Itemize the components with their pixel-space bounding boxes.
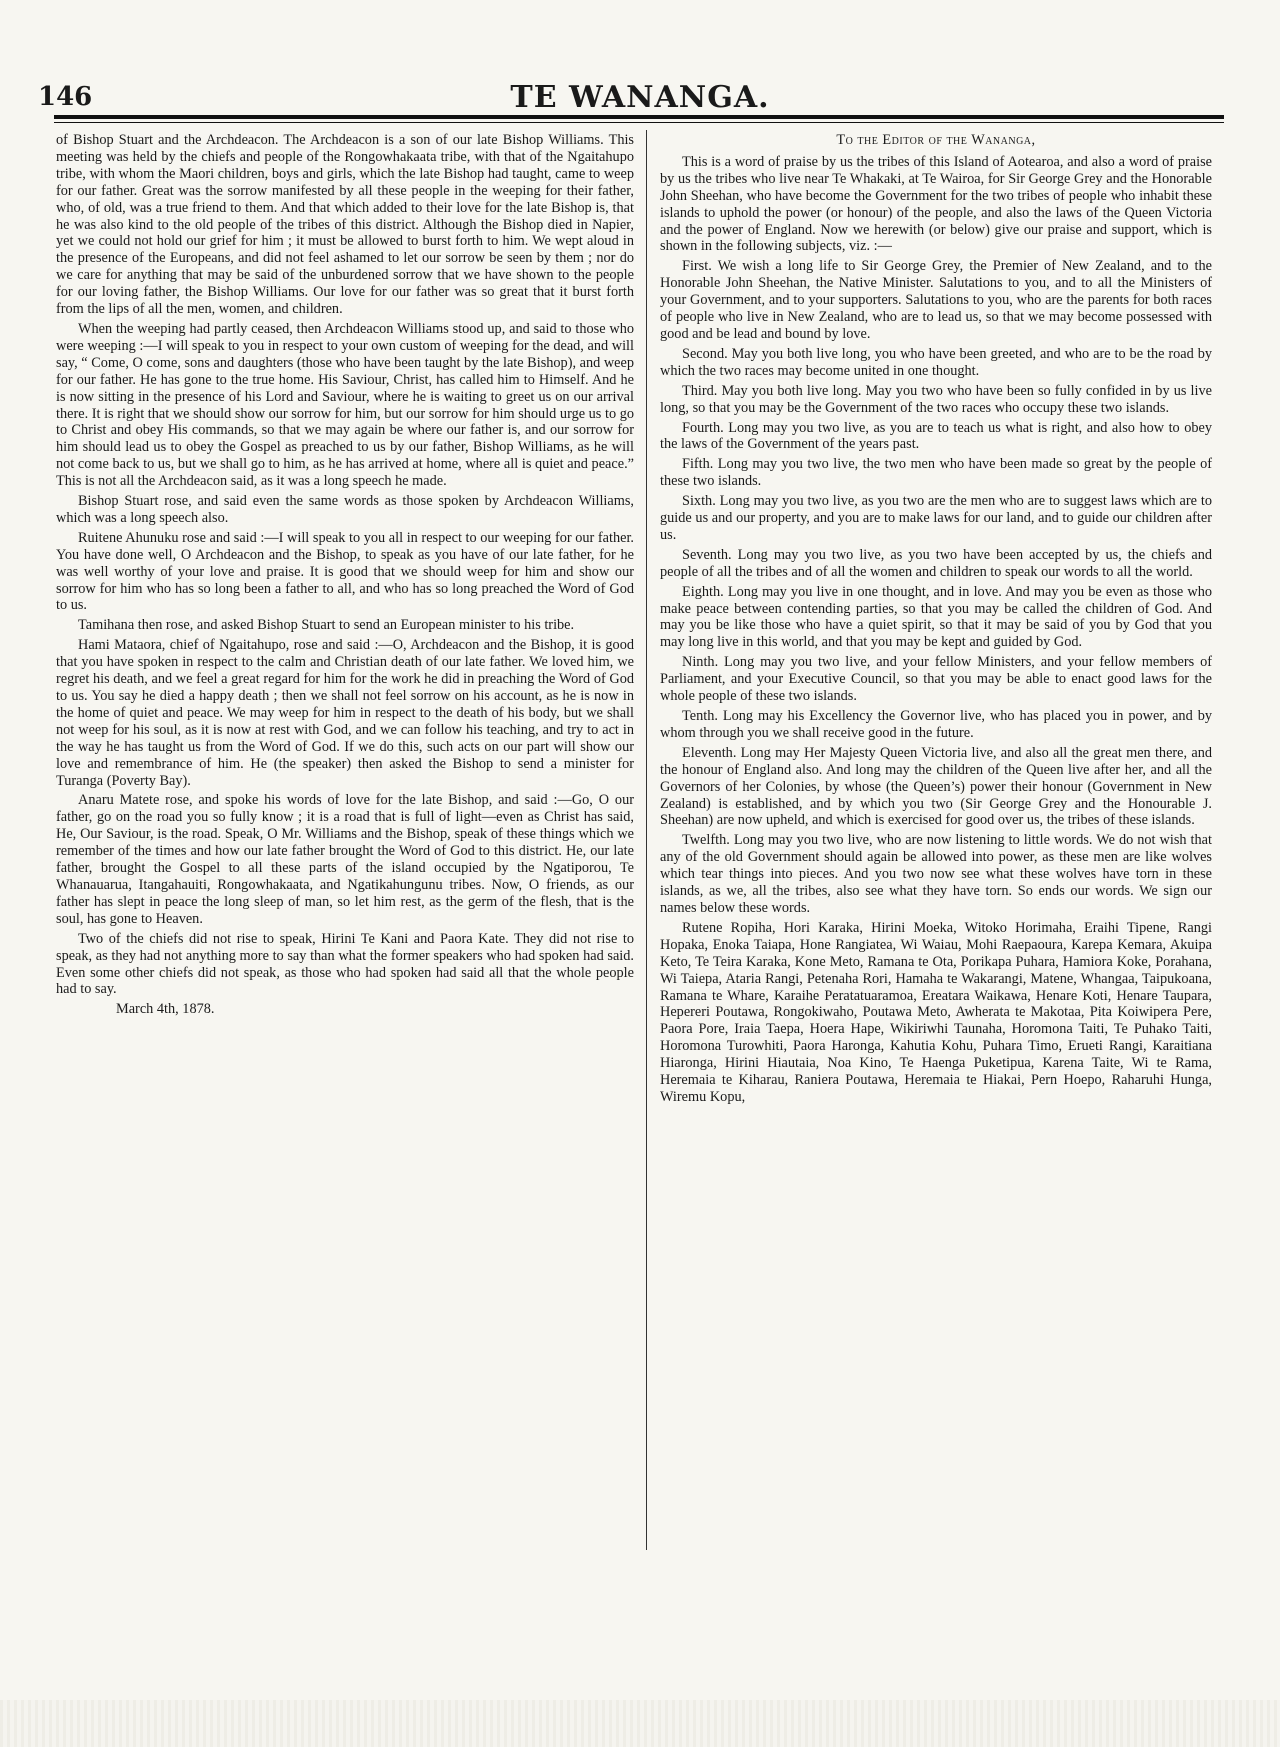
dateline: March 4th, 1878. bbox=[116, 1001, 215, 1018]
header-rule-thin bbox=[54, 122, 1224, 123]
left-paragraph: Tamihana then rose, and asked Bishop Stuart to send an European minister to his tribe. bbox=[78, 617, 575, 634]
right-paragraph: Fifth. Long may you two live, the two men who have been made so great by the people of these two islands. bbox=[660, 456, 1212, 490]
letter-heading: To the Editor of the Wananga, bbox=[836, 132, 1036, 148]
right-paragraph: Seventh. Long may you two live, as you two have been accepted by us, the chiefs and people of all the tribes and of all the women and children to speak our words to all the world. bbox=[660, 546, 1212, 580]
header-rule-thick bbox=[54, 115, 1224, 119]
left-paragraph: When the weeping had partly ceased, then Archdeacon Williams stood up, and said to those who were weeping :—I will speak to you in respect to your own custom of weeping for the dead, and will say, “ Come, O come, sons and daughters (those who have been taught by the late Bishop), and weep for our father. He has gone to the true home. His Saviour, Christ, has called him to Himself. And he is now sitting in the presence of his Lord and Saviour, where he is waiting to greet us on our arrival there. It is right that we should show our sorrow for him, but our sorrow for him should urge us to go to Christ and obey His commands, so that we may again be where our father is, and our sorrow for him should lead us to obey the Gospel as preached to us by our father, Bishop Williams, as he will not come back to us, but we shall go to him, as he has arrived at home, where all is quiet and peace.” This is not all the Archdeacon said, as it was a long speech he made. bbox=[56, 320, 634, 490]
column-divider bbox=[646, 130, 647, 1550]
right-paragraph: Sixth. Long may you two live, as you two are the men who are to suggest laws which are to guide us and our property, and you are to make laws for our land, and to guide our children after us. bbox=[660, 493, 1212, 543]
left-paragraph: Two of the chiefs did not rise to speak, Hirini Te Kani and Paora Kate. They did not rise to speak, as they had not anything more to say than what the former speakers who had spoken had said. Even some other chiefs did not speak, as those who had spoken had said all that the whole people had to say. bbox=[56, 930, 634, 998]
left-paragraph: Ruitene Ahunuku rose and said :—I will speak to you all in respect to our weeping for our father. You have done well, O Archdeacon and the Bishop, to speak as you have of our late father, for he was well worthy of your love and praise. It is good that we should weep for him and show our sorrow for him who has so long been a father to all, and who has so long preached the Word of God to us. bbox=[56, 529, 634, 614]
masthead-title: TE WANANGA. bbox=[510, 80, 770, 115]
left-paragraph: Bishop Stuart rose, and said even the same words as those spoken by Archdeacon Williams, which was a long speech also. bbox=[56, 493, 634, 526]
scan-margin-noise bbox=[0, 1700, 1280, 1747]
right-paragraph: Eleventh. Long may Her Majesty Queen Victoria live, and also all the great men there, and the honour of England also. And long may the children of the Queen live after her, and all the Governors of her Colonies, by whose (the Queen’s) power their honour (Government in New Zealand) is established, and by which you two (Sir George Grey and the Honourable J. Sheehan) are now upheld, and which is exercised for good over us, the tribes of these islands. bbox=[660, 744, 1212, 829]
right-paragraph: Eighth. Long may you live in one thought, and in love. And may you be even as those who make peace between contending parties, so that you may be called the children of God. And may you be like those who have a quiet spirit, so that it may be said of you by God that you may long live in this world, and that you may be kept and guided by God. bbox=[660, 583, 1212, 651]
signatories-list: Rutene Ropiha, Hori Karaka, Hirini Moeka, Witoko Horimaha, Eraihi Tipene, Rangi Hopaka, Enoka Taiapa, Hone Rangiatea, Wi Waiau, Mohi Raepaoura, Karepa Kemara, Akuipa Keto, Te Teira Karaka, Kone Meto, Ramana te Ota, Porikapa Puhara, Hamiora Koke, Porahana, Wi Taiepa, Ataria Rangi, Petenaha Rori, Hamaha te Wakarangi, Matene, Whangaa, Taipukoana, Ramana te Whare, Karaihe Peratatuaramoa, Ereatara Waikawa, Henare Koti, Henare Taupara, Hepereri Poutawa, Rongokiwaho, Poutawa Meto, Awherata te Makotaa, Pita Koiwipera Pere, Paora Pore, Iraia Taepa, Hoera Hape, Wikiriwhi Taunaha, Horomona Taiti, Te Puhako Taiti, Horomona Turowhiti, Paora Haronga, Kahutia Kohu, Puhara Timo, Erueti Rangi, Karaitiana Hiaronga, Hirini Hiautaia, Noa Kino, Te Haenga Puketipua, Karena Taite, Wi te Rama, Heremaia te Kiharau, Raniera Poutawa, Heremaia te Hiakai, Pern Hoepo, Raharuhi Hunga, Wiremu Kopu, bbox=[660, 919, 1212, 1105]
left-column bbox=[56, 132, 634, 1021]
right-paragraph: Third. May you both live long. May you two who have been so fully confided in by us live long, so that you may be the Government of the two races who occupy these two islands. bbox=[660, 382, 1212, 416]
right-paragraph: Second. May you both live long, you who have been greeted, and who are to be the road by which the two races may become united in one thought. bbox=[660, 345, 1212, 379]
right-paragraph: This is a word of praise by us the tribes of this Island of Aotearoa, and also a word of praise by us the tribes who live near Te Whakaki, at Te Wairoa, for Sir George Grey and the Honorable John Sheehan, who have become the Government for the two tribes of people who inhabit these islands to uphold the power (or honour) of the people, and also the laws of the Queen Victoria and the power of England. Now we herewith (or below) give our praise and support, which is shown in the following subjects, viz. :— bbox=[660, 153, 1212, 255]
right-paragraph: Fourth. Long may you two live, as you are to teach us what is right, and also how to obey the laws of the Government of the years past. bbox=[660, 419, 1212, 453]
right-paragraph: Ninth. Long may you two live, and your fellow Ministers, and your fellow members of Parliament, and your Executive Council, so that you may be able to enact good laws for the whole people of these two islands. bbox=[660, 654, 1212, 705]
page-number: 146 bbox=[38, 82, 93, 112]
right-paragraph: Twelfth. Long may you two live, who are now listening to little words. We do not wish that any of the old Government should again be allowed into power, as these men are like wolves which tear things into pieces. And you two now see what these wolves have torn in these islands, as we, all the tribes, also see what they have torn. So ends our words. We sign our names below these words. bbox=[660, 832, 1212, 916]
right-paragraph: First. We wish a long life to Sir George Grey, the Premier of New Zealand, and to the Honorable John Sheehan, the Native Minister. Salutations to you, and to all the Ministers of your Government, and to your supporters. Salutations to you, who are the parents for both races of people who live in New Zealand, who are to lead us, so that we may become possessed with good and be lead and bound by love. bbox=[660, 258, 1212, 342]
left-paragraph: Hami Mataora, chief of Ngaitahupo, rose and said :—O, Archdeacon and the Bishop, it is good that you have spoken in respect to the calm and Christian death of our late father. We loved him, we regret his death, and we feel a great regard for him for the work he did in preaching the Word of God to us. You say he died a happy death ; then we shall not feel sorrow on his account, as he is now in the home of quiet and peace. We may weep for him in respect to the death of his body, but we shall not weep for his soul, as it is now at rest with God, and we can follow his teaching, and try to act in the way he has taught us from the Word of God. If we do this, such acts on our part will show our love and remembrance of him. He (the speaker) then asked the Bishop to send a minister for Turanga (Poverty Bay). bbox=[56, 637, 634, 789]
right-paragraph: Tenth. Long may his Excellency the Governor live, who has placed you in power, and by whom through you we shall receive good in the future. bbox=[660, 708, 1212, 741]
right-column bbox=[660, 132, 1212, 1109]
left-paragraph: Anaru Matete rose, and spoke his words of love for the late Bishop, and said :—Go, O our father, go on the road you so fully know ; it is a road that is full of light—even as Christ has said, He, Our Saviour, is the road. Speak, O Mr. Williams and the Bishop, speak of these things which we remember of the times and how our late father brought the Word of God to this district. He, our late father, brought the Gospel to all these parts of the island occupied by the Ngatiporou, Te Whanauarua, Itangahauiti, Rongowhakaata, and Ngatikahungunu tribes. Now, O friends, as our father has slept in peace the long sleep of man, so let him rest, as the germ of the flesh, that is the soul, has gone to Heaven. bbox=[56, 792, 634, 927]
left-paragraph: of Bishop Stuart and the Archdeacon. The Archdeacon is a son of our late Bishop Williams. This meeting was held by the chiefs and people of the Rongowhakaata tribe, with that of the Ngaitahupo tribe, with whom the Maori children, boys and girls, which the late Bishop had taught, came to weep for our father. Great was the sorrow manifested by all these people in the weeping for their father, who, of old, was a true friend to them. And that which added to their love for the late Bishop is, that he was also kind to the old people of the tribes of this district. Although the Bishop died in Napier, yet we could not hold our grief for him ; it must be allowed to burst forth to him. We wept aloud in the presence of the Europeans, and did not feel ashamed to let our sorrow be seen by them ; nor do we care for anything that may be said of the unburdened sorrow that we have shown to the people for our loving father, the Bishop Williams. Our love for our father was so great that it burst forth from the lips of all the men, women, and children. bbox=[56, 132, 634, 318]
